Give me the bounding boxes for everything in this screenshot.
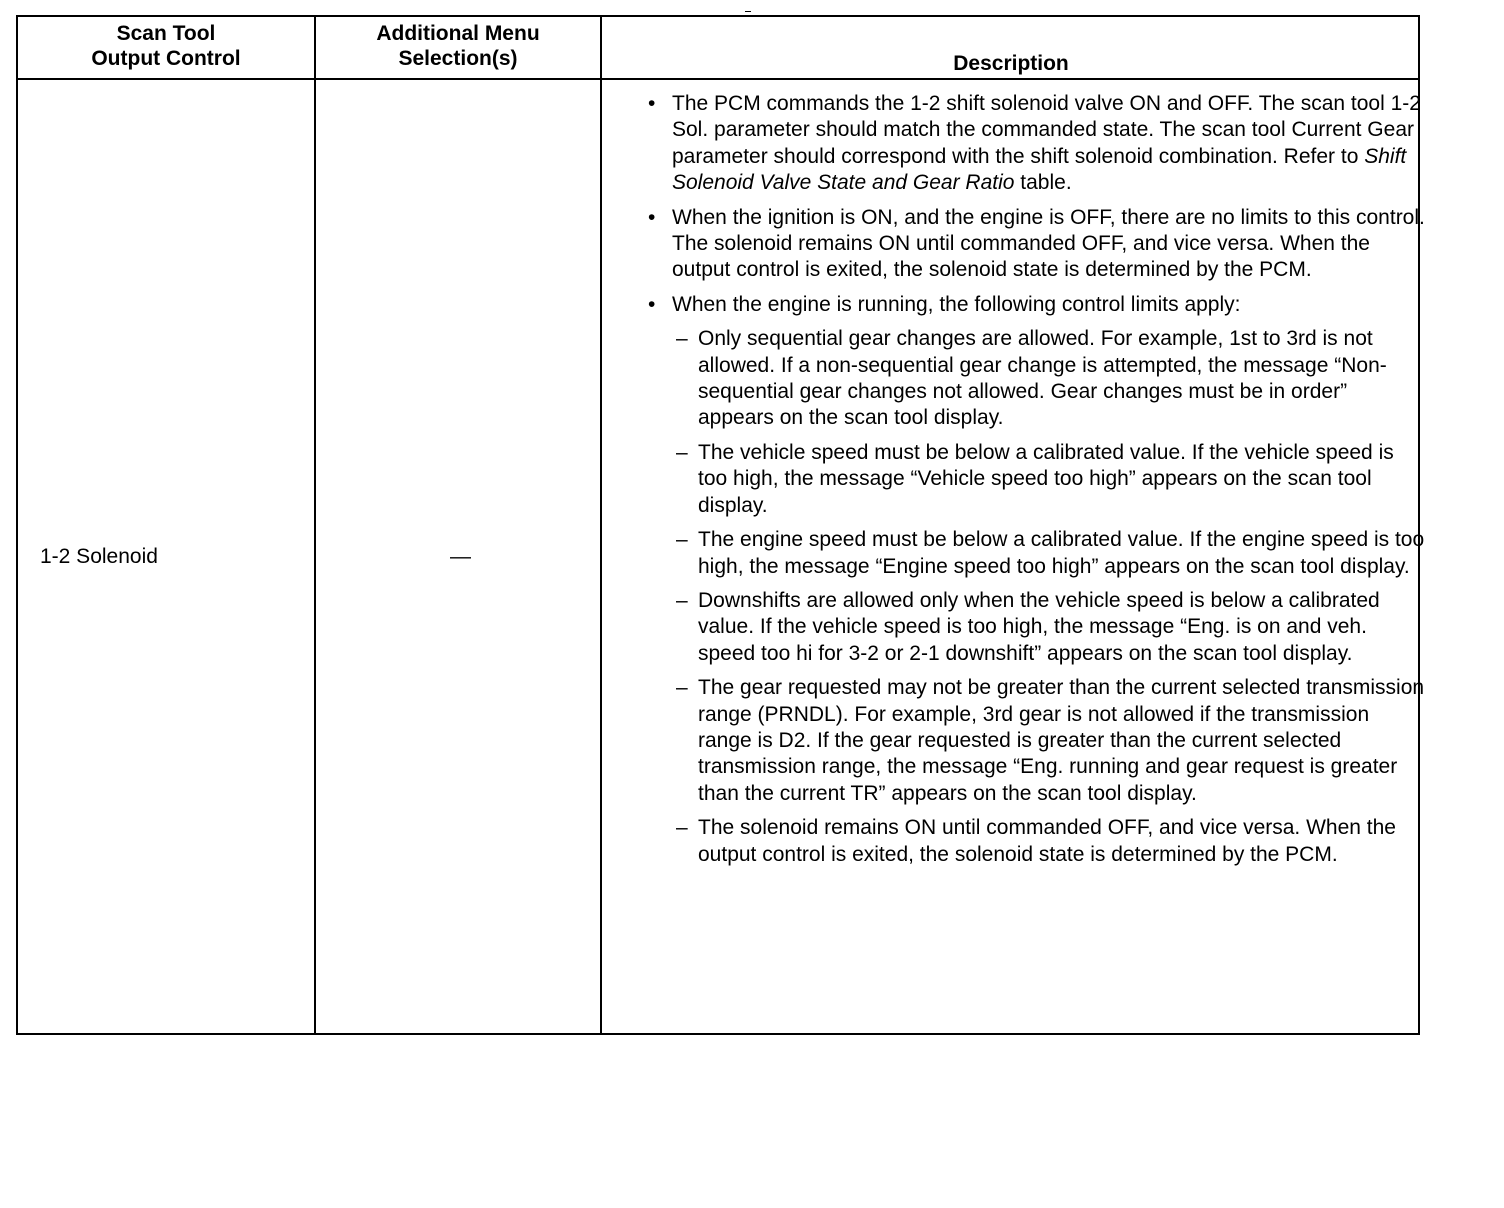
bullet-item (648, 91, 1428, 197)
bullet-text: When the engine is running, the following control limits apply: (672, 292, 1241, 316)
sub-item (648, 815, 1428, 868)
description-cell (648, 91, 1428, 876)
sub-item (648, 588, 1428, 667)
dash-icon: – (676, 816, 688, 840)
header-text: Selection(s) (398, 47, 518, 70)
dash-icon: – (676, 676, 688, 700)
sub-item-text: The vehicle speed must be below a calibrated value. If the vehicle speed is too high, the message “Vehicle speed too high” appears on the scan tool display. (698, 440, 1394, 517)
dash-icon: – (676, 588, 688, 612)
column-divider (600, 17, 602, 1033)
bullet-icon: • (648, 92, 656, 115)
header-text: Scan Tool (116, 22, 216, 45)
dash-icon: – (676, 528, 688, 552)
column-divider (314, 17, 316, 1033)
cell-output-control: 1-2 Solenoid (40, 545, 158, 568)
output-control-table (16, 15, 1425, 1035)
sub-item (648, 440, 1428, 519)
header-text: Additional Menu (376, 22, 540, 45)
bullet-item (648, 205, 1428, 284)
bullet-text: table. (1014, 171, 1072, 195)
sub-item (648, 326, 1428, 432)
sub-item (648, 675, 1428, 807)
dash-icon: – (676, 440, 688, 464)
header-text: Description (953, 52, 1069, 75)
bullet-item (648, 292, 1428, 318)
scan-artifact-mark (745, 11, 751, 12)
dash-icon: – (676, 327, 688, 351)
sub-item-text: Downshifts are allowed only when the vehicle speed is below a calibrated value. If the vehicle speed is too high, the message “Eng. is on and veh. speed too hi for 3-2 or 2-1 downshift” appears on the scan tool display. (698, 588, 1380, 665)
header-additional-menu-selections (316, 21, 600, 82)
header-text: Output Control (91, 47, 241, 70)
sub-item-text: The solenoid remains ON until commanded OFF, and vice versa. When the output control is exited, the solenoid state is determined by the PCM. (698, 816, 1396, 866)
sub-item-text: Only sequential gear changes are allowed. For example, 1st to 3rd is not allowed. If a non-sequential gear change is attempted, the message “Non-sequential gear changes not allowed. Gear changes must be in order” appears on the scan tool display. (698, 327, 1387, 430)
sub-item-text: The engine speed must be below a calibrated value. If the engine speed is too high, the message “Engine speed too high” appears on the scan tool display. (698, 528, 1425, 578)
sub-item (648, 527, 1428, 580)
bullet-icon: • (648, 292, 656, 316)
bullet-icon: • (648, 205, 656, 229)
cell-menu-selection: — (450, 545, 471, 568)
bullet-text: When the ignition is ON, and the engine is OFF, there are no limits to this control. The solenoid remains ON until commanded OFF, and vice versa. When the output control is exited, the solenoid state is determined by the PCM. (672, 205, 1425, 282)
bullet-text: The PCM commands the 1-2 shift solenoid valve ON and OFF. The scan tool 1-2 Sol. parameter should match the commanded state. The scan tool Current Gear parameter should correspond with the shift solenoid combination. Refer to (672, 92, 1421, 168)
table-reference: Shift Solenoid Valve State and Gear Ratio (672, 144, 1407, 195)
sub-item-text: The gear requested may not be greater than the current selected transmission range (PRNDL). For example, 3rd gear is not allowed if the transmission range is D2. If the gear requested is greater than the current selected transmission range, the message “Eng. running and gear request is greater than the current TR” appears on the scan tool display. (698, 676, 1425, 805)
header-scan-tool-output-control (18, 21, 314, 82)
